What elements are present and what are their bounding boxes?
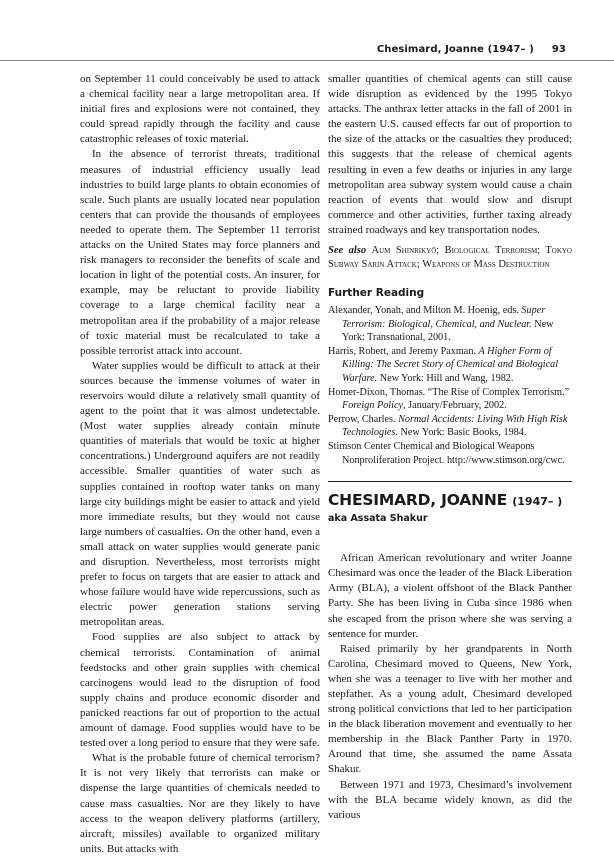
right-column (328, 72, 572, 823)
further-reading-heading: Further Reading (328, 287, 425, 300)
see-also-refs: Aum Shinrikyō; Biological Terrorism; Tokyo Subway Sarin Attack; Weapons of Mass Destruction (328, 245, 572, 271)
running-title: Chesimard, Joanne (1947– ) (376, 44, 534, 55)
body-paragraph: In the absence of terrorist threats, traditional measures of industrial efficiency usually lead industries to build large plants to obtain economies of scale. Such plants are usually located near population centers that can provide the thousands of employees needed to operate them. The September 11 terrorist attacks on the United States may force planners and risk managers to reconsider the benefits of scale and location in light of the potential costs. An insurer, for example, may be reluctant to provide liability coverage to a large chemical facility near a metropolitan area if the probability of a major release of toxic material must be recalculated to take a possible terrorist attack into account. (80, 148, 320, 357)
body-paragraph: African American revolutionary and writer Joanne Chesimard was once the leader of the Black Liberation Army (BLA), a violent offshoot of the Black Panther Party. She has been living in Cuba since 1986 when she escaped from the prison where she was serving a sentence for murder. (328, 552, 572, 640)
page-number: 93 (551, 44, 566, 55)
running-head (377, 44, 566, 55)
body-paragraph: What is the probable future of chemical terrorism? It is not very likely that terrorists can make or dispense the large quantities of chemicals needed to cause mass casualties. Nor are they likely to have access to the weapon delivery platforms (artillery, aircraft, missiles) available to organized military units. But attacks with (80, 752, 320, 855)
left-column (80, 72, 320, 857)
reference-item: Homer-Dixon, Thomas. “The Rise of Complex Terrorism.” Foreign Policy, January/February, 2002. (328, 386, 570, 412)
reference-item: Stimson Center Chemical and Biological Weapons Nonproliferation Project. http://www.stimson.org/cwc. (328, 440, 565, 466)
body-paragraph: on September 11 could conceivably be used to attack a chemical facility near a large metropolitan area. If initial fires and explosions were not contained, they could spread rapidly through the facility and cause catastrophic releases of toxic material. (80, 73, 320, 146)
body-paragraph: Between 1971 and 1973, Chesimard’s involvement with the BLA became widely known, as did the various (328, 778, 572, 821)
body-paragraph: Raised primarily by her grandparents in North Carolina, Chesimard moved to Queens, New York, when she was a teenager to live with her mother and stepfather. As a young adult, Chesimard developed strong political convictions that led to her participation in the black liberation movement and eventually to her membership in the Black Panther Party in 1970. Around that time, she assumed the name Assata Shakur. (328, 642, 572, 776)
reference-item: Alexander, Yonah, and Milton M. Hoenig, eds. Super Terrorism: Biological, Chemical, and Nuclear. New York: Transnational, 2001. (328, 305, 554, 344)
reference-item: Harris, Robert, and Jeremy Paxman. A Higher Form of Killing: The Secret Story of Chemical and Biological Warfare. New York: Hill and Wang, 1982. (328, 345, 559, 384)
entry-name: CHESIMARD, JOANNE (328, 491, 508, 510)
body-paragraph: smaller quantities of chemical agents can still cause wide disruption as evidenced by the 1995 Tokyo attacks. The anthrax letter attacks in the fall of 2001 in the eastern U.S. caused effects far out of proportion to the size of the attacks or the casualties they produced; this suggests that the release of chemical agents resulting in even a few deaths or injuries in any large metropolitan area subway system would cause a chain reaction of events that would slow and disrupt commerce and other activities, further taxing already strained roadways and key transportation nodes. (328, 73, 572, 236)
reference-item: Perrow, Charles. Normal Accidents: Living With High Risk Technologies. New York: Basic Books, 1984. (328, 413, 568, 439)
entry-divider (328, 481, 572, 482)
body-paragraph: Water supplies would be difficult to attack at their sources because the immense volumes of water in reservoirs would dilute a relatively small quantity of agent to the point that it was almost undetectable. (Most water supplies already contain minute quantities of materials that would be toxic at higher concentrations.) Underground aquifers are not readily accessible. Smaller quantities of water such as supplies contained in rooftop water tanks on many large city buildings might be easier to attack and yield more immediate results, but they would not cause large numbers of casualties. On the other hand, even a small attack on water supplies would generate panic and disruption. Nevertheless, most terrorists might prefer to focus on targets that are easier to attack and whose failure would have wide repercussions, such as electric power generation stations serving metropolitan areas. (80, 359, 320, 629)
entry-aka: aka Assata Shakur (328, 513, 428, 525)
entry-dates: (1947– ) (512, 495, 563, 509)
see-also (328, 244, 572, 272)
entry-title (328, 490, 572, 512)
body-paragraph: Food supplies are also subject to attack by chemical terrorists. Contamination of animal feedstocks and other grain supplies with chemical carcinogens would lead to the disruption of food supply chains and produce economic disorder and panicked reactions far out of proportion to the actual amount of damage. Food supplies would have to be tested over a long period to ensure that they were safe. (80, 631, 320, 750)
see-also-label: See also (328, 245, 367, 257)
